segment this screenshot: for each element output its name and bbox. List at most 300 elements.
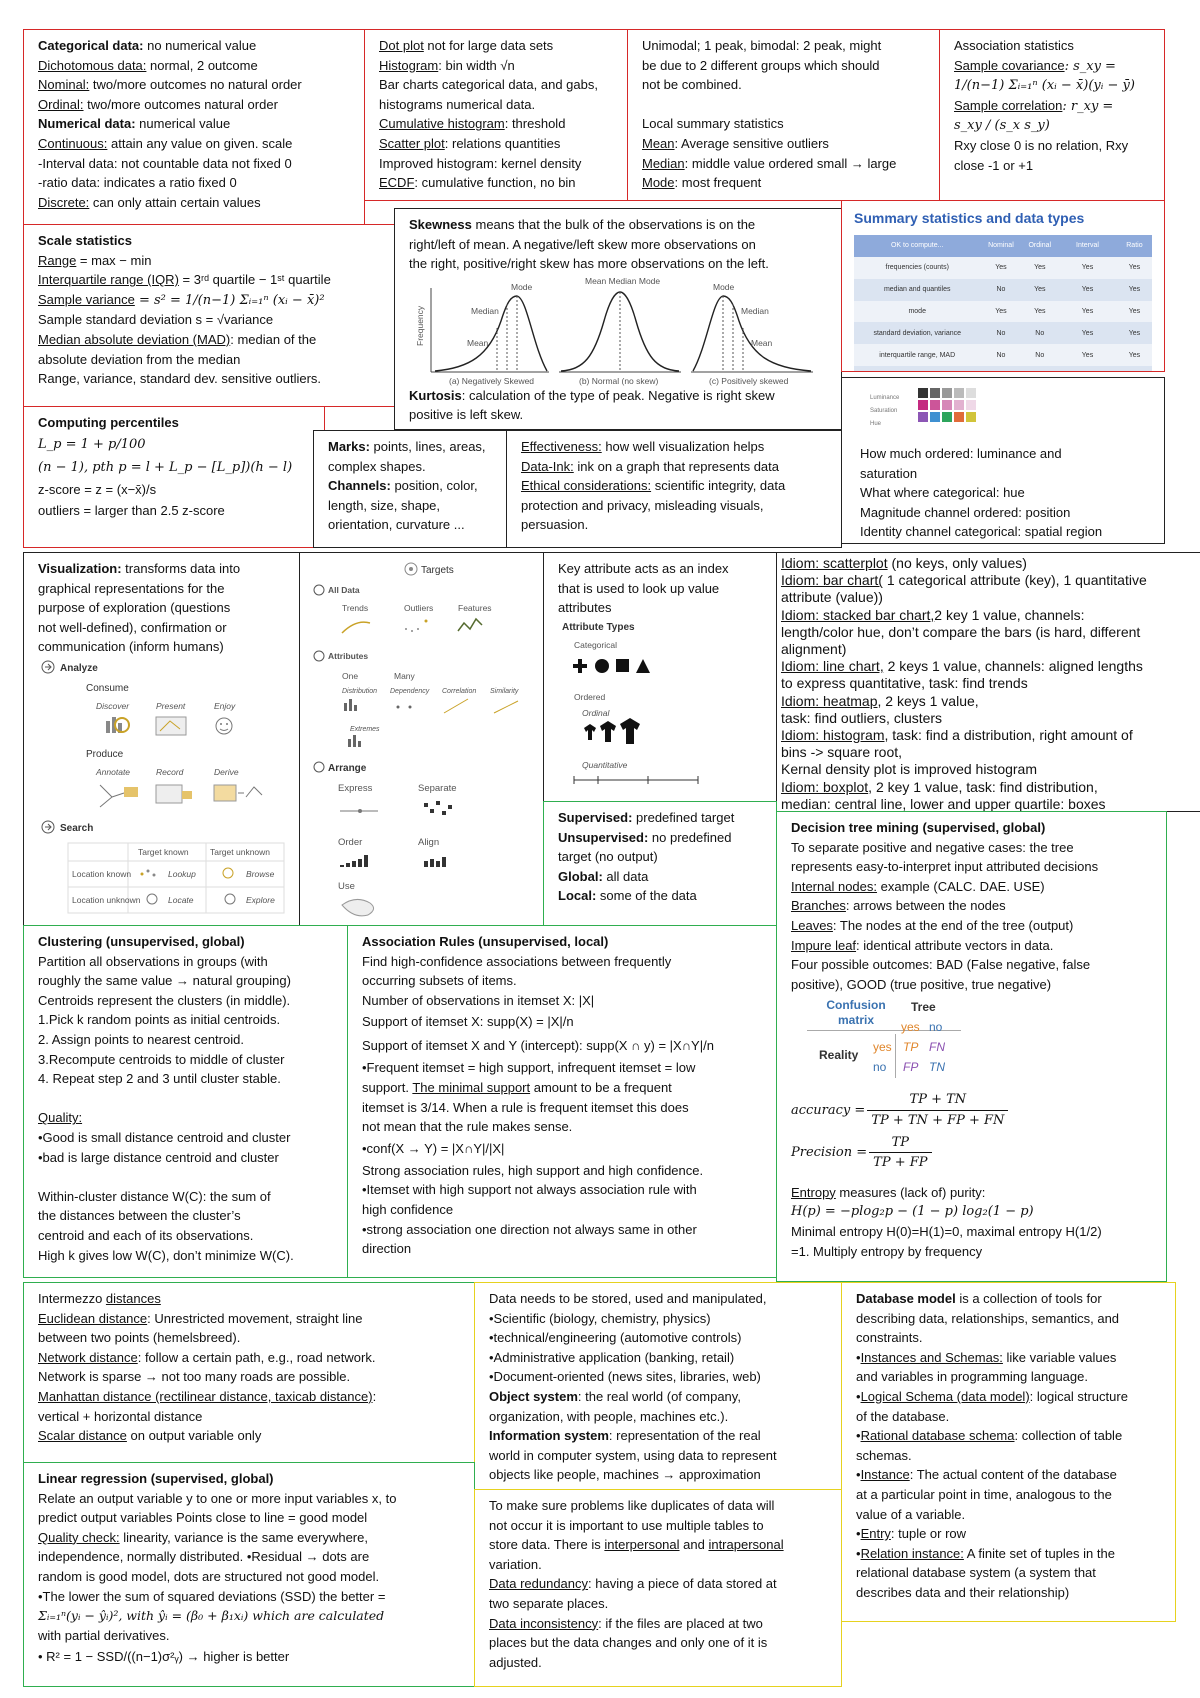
line: task: find outliers, clusters (781, 709, 943, 726)
formula: s_xy / (s_x s_y) (954, 118, 1050, 134)
line: Idiom: histogram, task: find a distribution, right amount of (781, 727, 1133, 744)
location-known-label: Location known (72, 868, 132, 879)
line: Range = max − min (38, 252, 152, 268)
cm-reality-label: Reality (819, 1048, 859, 1063)
line: Quality: (38, 1110, 83, 1126)
line: Interquartile range (IQR) = 3ʳᵈ quartile − 1ˢᵗ quartile (38, 272, 331, 288)
line: Dot plot not for large data sets (379, 38, 554, 53)
cell: Yes (980, 257, 1021, 279)
database-model-box (841, 1282, 1176, 1622)
supervised-box (543, 801, 777, 926)
cell (980, 366, 1021, 372)
mode-label: Mode (511, 281, 533, 292)
line: Scatter plot: relations quantities (379, 135, 561, 151)
extremes-label: Extremes (350, 726, 380, 733)
line: •strong association one direction not always same in other (362, 1221, 697, 1237)
present-icon (156, 717, 186, 735)
distribution-icon (344, 699, 357, 711)
cell: Yes (1117, 257, 1152, 279)
line: •Administrative application (banking, retail) (489, 1349, 735, 1365)
confusion-matrix (801, 994, 1156, 1088)
frequency-label: Frequency (415, 305, 425, 346)
line: 3.Recompute centroids to middle of cluster (38, 1051, 285, 1067)
shirt-icon (620, 718, 640, 744)
line: Data-Ink: ink on a graph that represents data (521, 458, 779, 474)
line: not mean that the rule makes sense. (362, 1119, 573, 1135)
line: purpose of exploration (questions (38, 600, 231, 616)
formula-numerator: TP + TN (867, 1090, 1008, 1111)
line: Effectiveness: how well visualization helps (521, 439, 765, 454)
correlation-icon (444, 699, 468, 713)
line: Visualization: transforms data into (38, 561, 241, 576)
ordinal-label: Ordinal (582, 707, 610, 718)
line: Identity channel categorical: spatial region (860, 524, 1103, 540)
caption-b: (b) Normal (no skew) (579, 375, 659, 386)
all-data-label: All Data (328, 585, 360, 595)
association-statistics-box (939, 29, 1165, 201)
legend-label: Saturation (870, 408, 898, 414)
median-label: Median (741, 305, 769, 316)
cell: interquartile range, MAD (854, 344, 980, 366)
distribution-label: Distribution (342, 688, 378, 695)
line: positive), GOOD (true positive, true negative) (791, 976, 1052, 992)
line: •Entry: tuple or row (856, 1526, 967, 1542)
cell (854, 366, 980, 372)
derive-icon (214, 785, 262, 801)
cm-row-yes: yes (873, 1040, 892, 1055)
cm-fn: FN (929, 1040, 945, 1055)
locate-icon (147, 894, 157, 904)
line: Numerical data: numerical value (38, 116, 231, 132)
formula-numerator: TP (869, 1133, 931, 1154)
formula-denominator: TP + FP (873, 1155, 928, 1171)
attribute-types-figure (558, 618, 768, 788)
cell: Yes (1058, 301, 1117, 323)
line: at a particular point in time, analogous to the (856, 1486, 1112, 1502)
annotate-label: Annotate (96, 766, 131, 777)
annotate-icon (100, 785, 138, 807)
association-rules-box (347, 925, 777, 1278)
color-swatch (954, 388, 964, 398)
line: •Itemset with high support not always association rule with (362, 1182, 697, 1198)
enjoy-label: Enjoy (214, 700, 236, 711)
line: itemset is 3/14. When a rule is frequent itemset this does (362, 1099, 689, 1115)
line: Mode: most frequent (642, 175, 762, 191)
formula: Support of itemset X: supp(X) = |X|/n (362, 1014, 574, 1030)
line: •Relation instance: A finite set of tuples in the (856, 1545, 1115, 1561)
line: Cumulative histogram: threshold (379, 116, 566, 132)
cell: No (980, 322, 1021, 344)
line: Unimodal; 1 peak, bimodal: 2 peak, might (642, 38, 882, 53)
line: Database model is a collection of tools for (856, 1291, 1102, 1306)
color-swatch (966, 388, 976, 398)
cell: Yes (1117, 301, 1152, 323)
line: Improved histogram: kernel density (379, 155, 582, 171)
line: Local: some of the data (558, 888, 697, 904)
dependency-icon (397, 706, 412, 709)
line: that is used to look up value (558, 580, 720, 596)
line: •Instances and Schemas: like variable values (856, 1349, 1117, 1365)
line: world in computer system, using data to represent (489, 1447, 777, 1463)
accuracy-formula (791, 1090, 1156, 1130)
target-unknown-label: Target unknown (210, 846, 271, 857)
color-swatch (930, 400, 940, 410)
color-swatch (954, 400, 964, 410)
similarity-icon (494, 701, 518, 713)
line: outliers = larger than 2.5 z-score (38, 502, 225, 518)
cell: mode (854, 301, 980, 323)
line: Idiom: scatterplot (no keys, only values) (781, 555, 1027, 571)
order-icon (340, 855, 368, 867)
line: orientation, curvature ... (328, 517, 465, 533)
table-header-row (854, 235, 1152, 257)
line: Intermezzo distances (38, 1291, 161, 1306)
line: not be combined. (642, 77, 742, 93)
discover-icon (106, 717, 129, 733)
formula: z-score = z = (x−x̄)/s (38, 481, 157, 497)
summary-table-title: Summary statistics and data types (854, 210, 1085, 226)
line: direction (362, 1241, 412, 1257)
line: describing data, relationships, semantics, and (856, 1310, 1120, 1326)
table-row (854, 301, 1152, 323)
outliers-label: Outliers (404, 603, 434, 613)
cell (1021, 366, 1058, 372)
table-row (854, 344, 1152, 366)
line: Ordinal: two/more outcomes natural order (38, 96, 278, 112)
color-swatch (918, 412, 928, 422)
color-swatch (942, 412, 952, 422)
cell: Yes (1117, 322, 1152, 344)
line: Range, variance, standard dev. sensitive outliers. (38, 371, 322, 387)
line: Local summary statistics (642, 116, 784, 132)
line: Idiom: stacked bar chart,2 key 1 value, channels: (781, 606, 1085, 623)
separate-label: Separate (418, 783, 457, 794)
quantitative-icon (574, 776, 698, 784)
local-summary-box (627, 29, 940, 201)
line: Nominal: two/more outcomes no natural order (38, 77, 302, 93)
color-swatch (966, 400, 976, 410)
line: the right, positive/right skew has more observations on the left. (409, 256, 769, 272)
line: Relate an output variable y to one or more input variables x, to (38, 1490, 397, 1506)
line: What where categorical: hue (860, 485, 1025, 501)
line: attribute (value)) (781, 589, 883, 606)
line: Sample covariance: s_xy = (954, 57, 1116, 74)
linear-regression-box (23, 1462, 475, 1687)
mean-median-mode-label: Mean Median Mode (585, 275, 661, 286)
record-label: Record (156, 766, 184, 777)
targets-diagram (308, 559, 536, 919)
formula: • R² = 1 − SSD/((n−1)σ²ᵧ) → higher is better (38, 1649, 290, 1665)
line: Euclidean distance: Unrestricted movement, straight line (38, 1310, 363, 1326)
explore-icon (225, 894, 235, 904)
line: Clustering (unsupervised, global) (38, 934, 245, 949)
square-icon (616, 659, 629, 672)
line: Within-cluster distance W(C): the sum of (38, 1188, 271, 1204)
line: Association statistics (954, 38, 1074, 53)
cell (1117, 366, 1152, 372)
data-redundancy-box (474, 1489, 842, 1687)
line: with partial derivatives. (38, 1627, 170, 1643)
line: Magnitude channel ordered: position (860, 504, 1071, 520)
line: Find high-confidence associations between frequently (362, 953, 672, 969)
line: saturation (860, 465, 918, 481)
header-cell: Ordinal (1021, 235, 1058, 257)
lookup-label: Lookup (168, 868, 196, 879)
line: Bar charts categorical data, and gabs, (379, 77, 598, 93)
line: Categorical data: no numerical value (38, 38, 257, 53)
line: Global: all data (558, 868, 649, 884)
use-label: Use (338, 881, 355, 892)
mode-label: Mode (713, 281, 735, 292)
line: Idiom: heatmap, 2 keys 1 value, (781, 692, 979, 709)
line: Four possible outcomes: BAD (False negative, false (791, 957, 1091, 973)
line: To separate positive and negative cases: the tree (791, 839, 1074, 855)
extremes-icon (348, 735, 361, 747)
skewness-figure (409, 276, 829, 386)
line: Leaves: The nodes at the end of the tree (output) (791, 917, 1074, 933)
header-cell: OK to compute... (854, 235, 980, 257)
line: =1. Multiply entropy by frequency (791, 1243, 983, 1259)
line: Object system: the real world (of company, (489, 1388, 741, 1404)
cell: Yes (1021, 301, 1058, 323)
line: •The lower the sum of squared deviations (SSD) the better = (38, 1588, 386, 1604)
line: Unsupervised: no predefined (558, 829, 732, 845)
line: Scale statistics (38, 233, 132, 248)
line: Median: middle value ordered small → large (642, 155, 897, 171)
formula: 1/(n−1) Σᵢ₌₁ⁿ (xᵢ − x̄)(yᵢ − ȳ) (954, 78, 1135, 94)
header-cell: Ratio (1117, 235, 1152, 257)
align-icon (424, 857, 446, 867)
line: Manhattan distance (rectilinear distance, taxicab distance): (38, 1388, 377, 1404)
line: relational database system (a system that (856, 1565, 1096, 1581)
line: 1.Pick k random points as initial centroids. (38, 1012, 281, 1028)
shirt-icon (600, 721, 616, 742)
line: complex shapes. (328, 458, 426, 474)
line: occurring subsets of items. (362, 973, 517, 989)
line: Idiom: boxplot, 2 key 1 value, task: find distribution, (781, 778, 1098, 795)
line: Strong association rules, high support and high confidence. (362, 1162, 704, 1178)
line: Network distance: follow a certain path, e.g., road network. (38, 1349, 376, 1365)
precision-formula (791, 1133, 1156, 1173)
consume-label: Consume (86, 682, 129, 694)
line: Quality check: linearity, variance is the same everywhere, (38, 1529, 368, 1545)
line: independence, normally distributed. •Residual → dots are (38, 1549, 370, 1565)
circle-icon (595, 659, 609, 673)
record-icon (156, 785, 192, 803)
target-known-label: Target known (138, 846, 189, 857)
line: length, size, shape, (328, 497, 441, 513)
cell: Yes (1058, 344, 1117, 366)
line: •Scientific (biology, chemistry, physics) (489, 1310, 711, 1326)
line: bins -> square root, (781, 744, 903, 761)
line: •Frequent itemset = high support, infrequent itemset = low (362, 1060, 696, 1076)
line: and variables in programming language. (856, 1369, 1088, 1385)
swatch-row (918, 388, 978, 398)
line: Decision tree mining (supervised, global) (791, 820, 1046, 835)
percentiles-box (23, 406, 325, 548)
lookup-icon (141, 869, 156, 876)
formula: (n − 1), pth p = l + L_p − [L_p])(h − l) (38, 459, 293, 475)
line: Sample correlation: r_xy = (954, 97, 1114, 114)
line: 2. Assign points to nearest centroid. (38, 1031, 244, 1047)
explore-label: Explore (246, 894, 275, 905)
line: Partition all observations in groups (with (38, 953, 268, 969)
line: Idiom: line chart, 2 keys 1 value, channels: aligned lengths (781, 658, 1143, 675)
line: alignment) (781, 641, 847, 658)
line: Linear regression (supervised, global) (38, 1471, 274, 1486)
mean-label: Mean (467, 337, 489, 348)
line: not occur it is important to use multiple tables to (489, 1517, 764, 1533)
outliers-icon (405, 620, 428, 633)
swatch-row (918, 400, 978, 410)
cell: frequencies (counts) (854, 257, 980, 279)
line: roughly the same value → natural grouping) (38, 973, 291, 989)
shirt-icon (584, 724, 596, 740)
present-label: Present (156, 700, 186, 711)
line: Skewness means that the bulk of the observations is on the (409, 217, 756, 232)
triangle-icon (636, 659, 650, 673)
line: to express quantitative, task: find trends (781, 675, 1028, 692)
line: target (no output) (558, 849, 658, 865)
mean-label: Mean (751, 337, 773, 348)
formula-lhs: accuracy = (791, 1102, 866, 1118)
summary-table-box (841, 200, 1165, 372)
line: Kernal density plot is improved histogram (781, 761, 1038, 778)
line: be due to 2 different groups which should (642, 57, 880, 73)
line: Scalar distance on output variable only (38, 1428, 262, 1444)
line: high confidence (362, 1201, 454, 1217)
line: Data redundancy: having a piece of data stored at (489, 1576, 777, 1592)
features-label: Features (458, 603, 492, 613)
line: Data needs to be stored, used and manipulated, (489, 1291, 767, 1306)
cell (1058, 366, 1117, 372)
cm-tp: TP (903, 1040, 919, 1055)
cell: median and quantiles (854, 279, 980, 301)
line: store data. There is interpersonal and intrapersonal (489, 1537, 784, 1553)
line: predict output variables Points close to line = good model (38, 1510, 368, 1526)
legend-label: Hue (870, 421, 882, 427)
align-label: Align (418, 837, 440, 848)
clustering-box (23, 925, 348, 1278)
color-swatch (918, 400, 928, 410)
line: Kurtosis: calculation of the type of peak. Negative is right skew (409, 387, 775, 403)
cm-col-no: no (929, 1020, 943, 1035)
distances-box (23, 1282, 475, 1463)
cm-tn: TN (929, 1060, 945, 1075)
line: High k gives low W(C), don’t minimize W(C). (38, 1247, 294, 1263)
arrange-label: Arrange (328, 763, 367, 774)
line: attributes (558, 600, 612, 616)
ordered-label: Ordered (574, 691, 606, 702)
express-icon (340, 809, 378, 813)
line: adjusted. (489, 1654, 542, 1670)
line: Continuous: attain any value on given. scale (38, 135, 293, 151)
cell: Yes (980, 301, 1021, 323)
caption-a: (a) Negatively Skewed (449, 375, 535, 386)
line: Minimal entropy H(0)=H(1)=0, maximal entropy H(1/2) (791, 1223, 1102, 1239)
line: positive is left skew. (409, 407, 524, 423)
line: Rxy close 0 is no relation, Rxy (954, 137, 1129, 153)
cell: No (1021, 322, 1058, 344)
line: describes data and their relationship) (856, 1584, 1070, 1600)
line: Channels: position, color, (328, 478, 478, 494)
analyze-diagram (38, 657, 288, 917)
color-swatch (942, 388, 952, 398)
line: places but the data changes and only one of it is (489, 1635, 768, 1651)
color-swatch (930, 388, 940, 398)
color-swatch (918, 388, 928, 398)
line: Network is sparse → not too many roads are possible. (38, 1369, 351, 1385)
caption-c: (c) Positively skewed (709, 375, 789, 386)
line: protection and privacy, misleading visuals, (521, 497, 764, 513)
similarity-label: Similarity (490, 688, 519, 695)
header-cell: Nominal (980, 235, 1021, 257)
line: Branches: arrows between the nodes (791, 898, 1006, 914)
dependency-label: Dependency (390, 688, 430, 695)
line: Computing percentiles (38, 415, 179, 430)
targets-title: Targets (421, 565, 454, 576)
line: persuasion. (521, 517, 589, 533)
browse-label: Browse (246, 868, 275, 879)
line: Dichotomous data: normal, 2 outcome (38, 57, 258, 73)
attribute-types-box (543, 552, 777, 802)
line: Median absolute deviation (MAD): median of the (38, 331, 317, 347)
cell: Yes (1021, 279, 1058, 301)
formula: •conf(X → Y) = |X∩Y|/|X| (362, 1140, 505, 1156)
line: •Document-oriented (news sites, libraries, web) (489, 1369, 761, 1385)
line: •Rational database schema: collection of table (856, 1428, 1123, 1444)
targets-box (299, 552, 544, 926)
line: represents easy-to-interpret input attributed decisions (791, 859, 1099, 875)
line: random is good model, dots are structured not good model. (38, 1568, 380, 1584)
line: histograms numerical data. (379, 96, 536, 112)
line: Entropy measures (lack of) purity: (791, 1184, 986, 1200)
express-label: Express (338, 783, 373, 794)
header-cell: Interval (1058, 235, 1117, 257)
line: Ethical considerations: scientific integrity, data (521, 478, 786, 494)
line: Histogram: bin width √n (379, 57, 515, 73)
cell: Yes (1117, 279, 1152, 301)
line: How much ordered: luminance and (860, 446, 1062, 461)
cell: No (980, 344, 1021, 366)
correlation-label: Correlation (442, 688, 477, 695)
line: median: central line, lower and upper quartile: boxes (781, 795, 1106, 812)
formula: Σᵢ₌₁ⁿ(yᵢ − ŷᵢ)², with ŷᵢ = (β₀ + β₁xᵢ) which are calculated (38, 1608, 385, 1624)
line: right/left of mean. A negative/left skew more observations on (409, 236, 756, 252)
line: of the database. (856, 1408, 950, 1424)
line: two separate places. (489, 1595, 609, 1611)
table-row (854, 257, 1152, 279)
line: To make sure problems like duplicates of data will (489, 1498, 775, 1513)
search-label: Search (60, 822, 94, 834)
line: support. The minimal support amount to be a frequent (362, 1079, 672, 1095)
line: Key attribute acts as an index (558, 561, 729, 576)
marks-box (313, 430, 507, 548)
scale-statistics-box (23, 224, 395, 407)
swatch-row (918, 412, 978, 422)
line: -Interval data: not countable data not fixed 0 (38, 155, 292, 171)
line: •bad is large distance centroid and cluster (38, 1149, 279, 1165)
line: Impure leaf: identical attribute vectors in data. (791, 937, 1054, 953)
skewness-box (394, 208, 842, 430)
attribute-types-label: Attribute Types (562, 621, 635, 633)
cm-title-line: matrix (837, 1013, 875, 1028)
line: Sample variance = s² = 1/(n−1) Σᵢ₌₁ⁿ (xᵢ − x̄)² (38, 291, 325, 308)
decision-tree-box (776, 811, 1167, 1282)
formula-lhs: Precision = (791, 1144, 868, 1160)
color-swatch (966, 412, 976, 422)
line: not well-defined), confirmation or (38, 619, 227, 635)
